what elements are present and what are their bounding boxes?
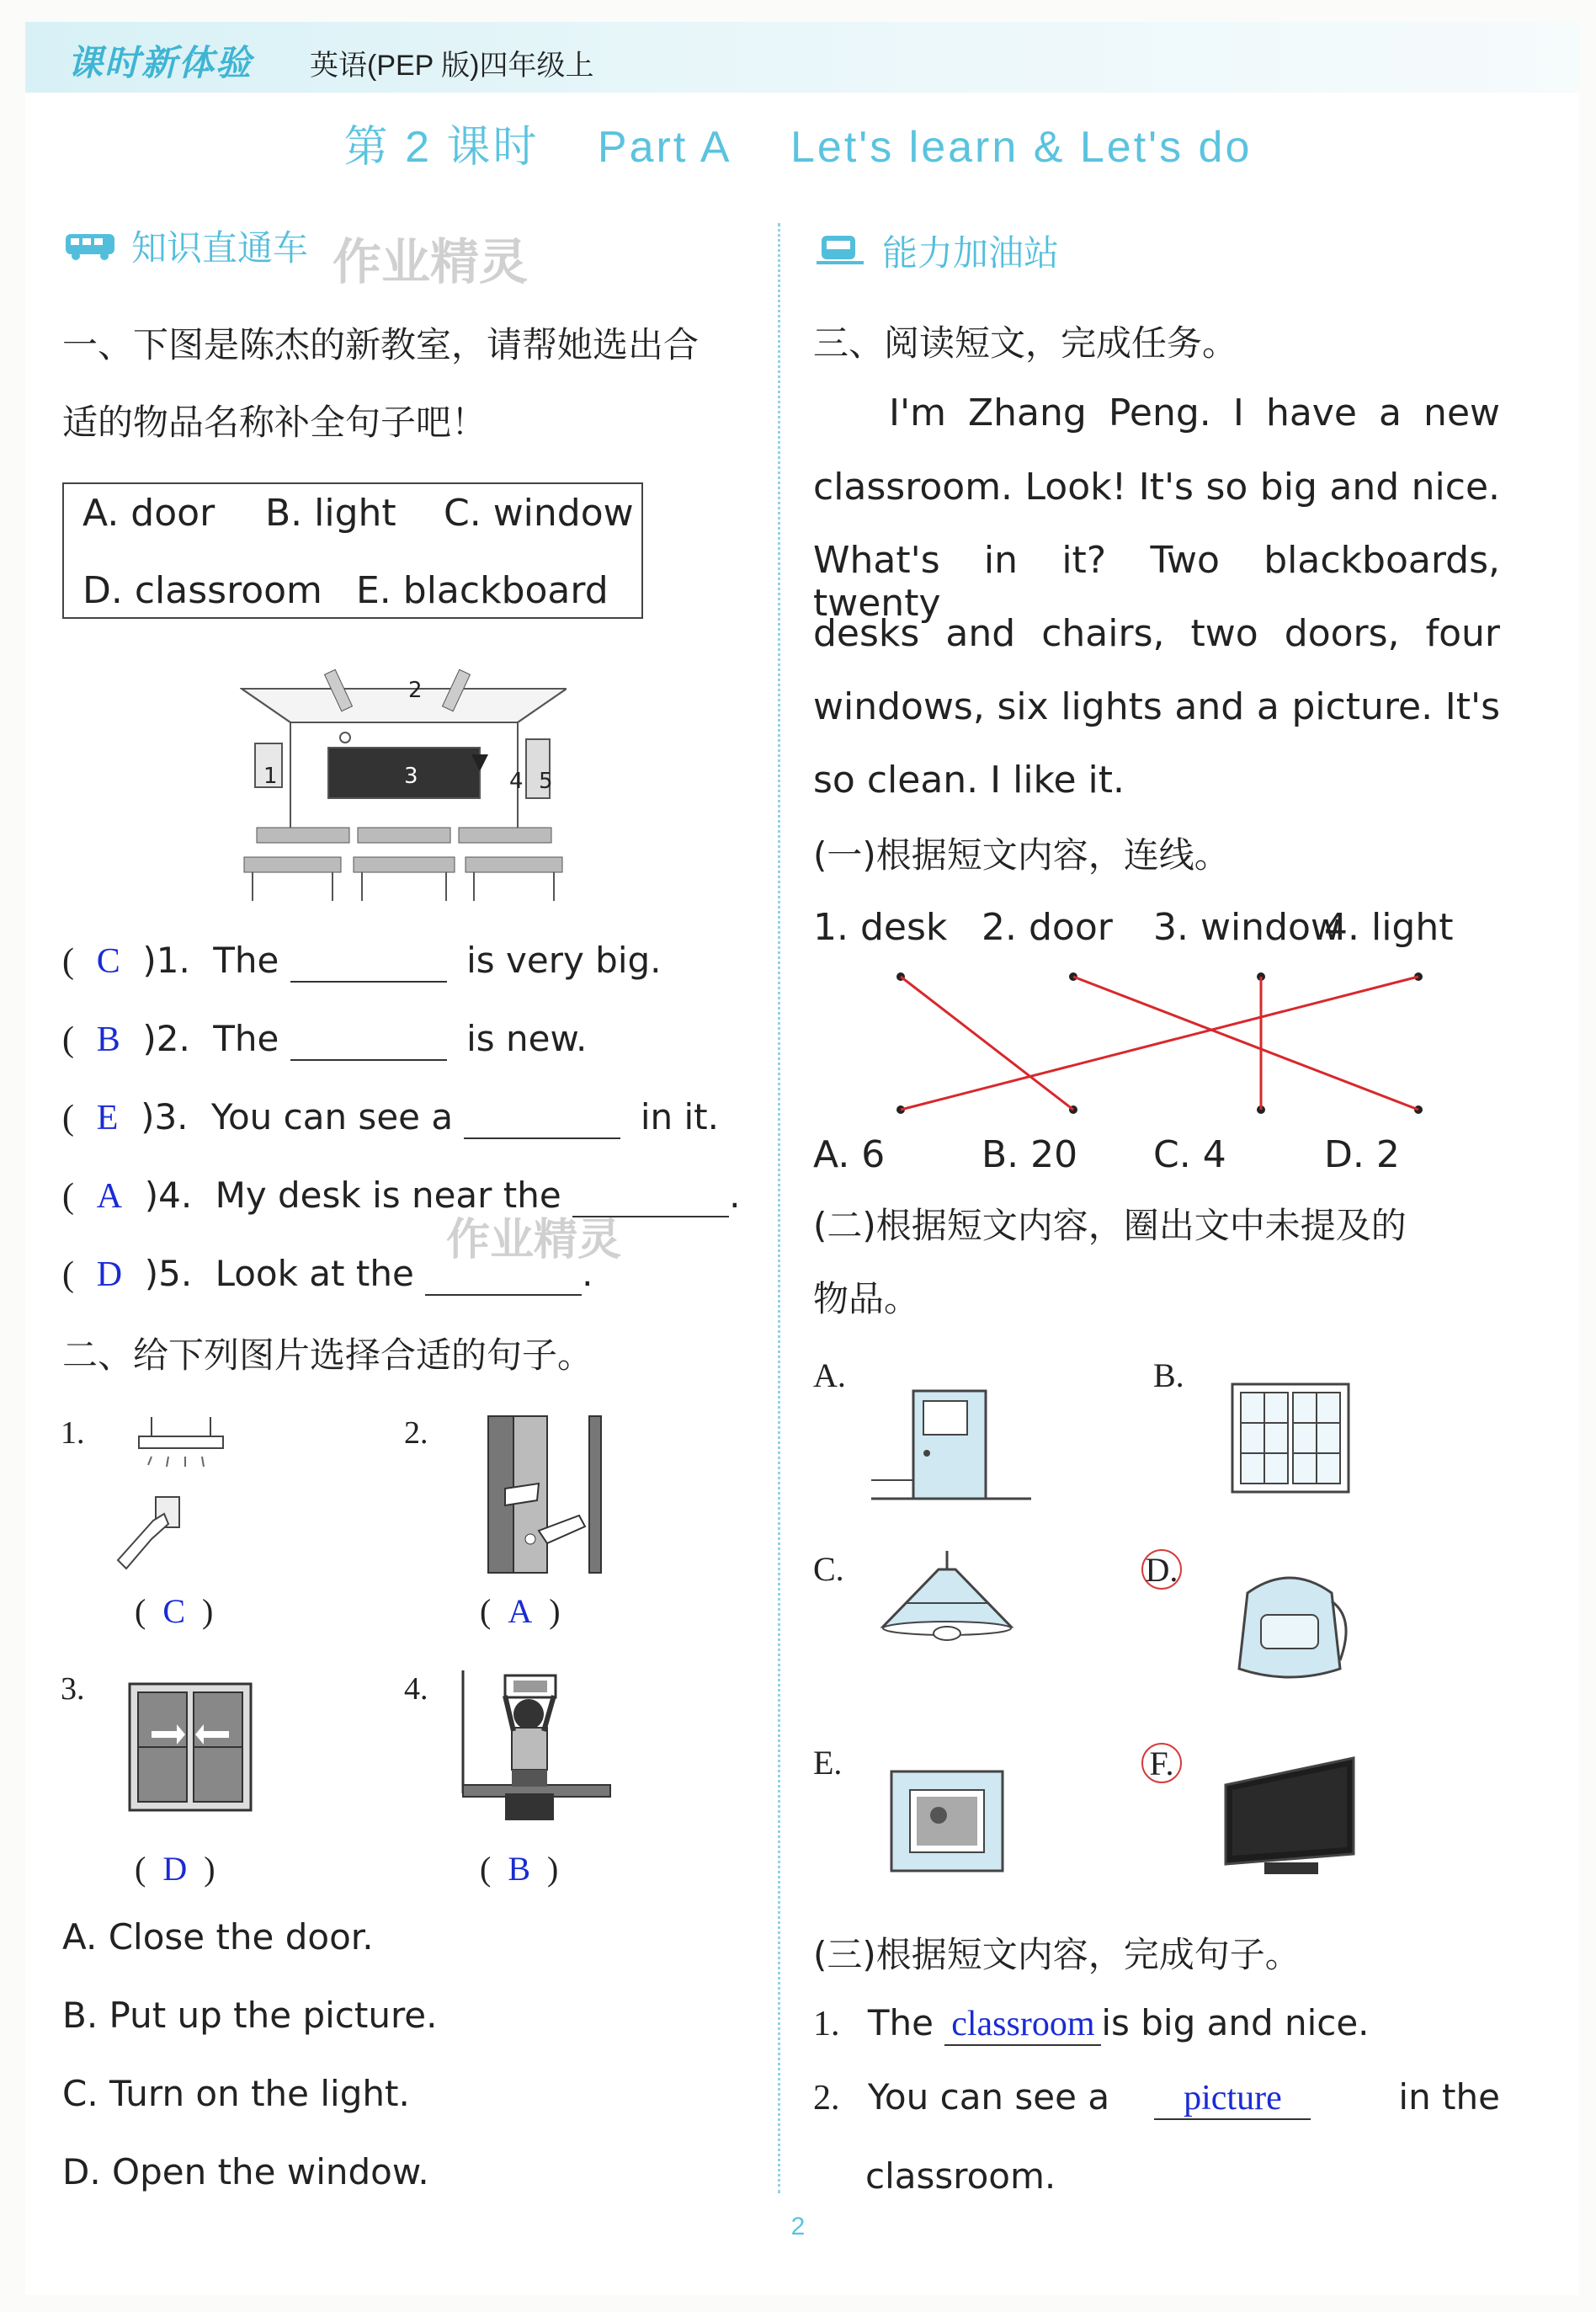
subject-title: 英语(PEP 版)四年级上 <box>310 50 594 82</box>
option-e: E. blackboard <box>356 569 609 612</box>
part3-sentence-2-line2: classroom. <box>865 2155 1056 2197</box>
lesson-part: Part A <box>597 123 732 172</box>
match-bottom-c: C. 4 <box>1153 1133 1226 1176</box>
lesson-number: 第 2 课时 <box>343 123 540 172</box>
q2-answer-1: ( C ) <box>135 1592 214 1630</box>
q2-title: 二、给下列图片选择合适的句子。 <box>62 1334 593 1376</box>
q2-pic-num-4: 4. <box>404 1671 428 1707</box>
match-top-1: 1. desk <box>813 906 948 949</box>
bus-icon <box>62 229 120 263</box>
q2-sentence-d: D. Open the window. <box>62 2151 429 2192</box>
header-bar <box>25 22 1579 93</box>
item-label-a: A. <box>813 1356 846 1394</box>
q2-answer-4: ( B ) <box>480 1850 559 1888</box>
q1-item-4: ( A )4. My desk is near the . <box>62 1175 741 1216</box>
q1-title-line1: 一、下图是陈杰的新教室，请帮她选出合 <box>62 324 700 365</box>
window-item <box>1229 1381 1352 1495</box>
passage-line-2: classroom. Look! It's so big and nice. <box>813 466 1500 509</box>
section-title-left: 知识直通车 <box>131 228 309 268</box>
match-bottom-d: D. 2 <box>1324 1133 1400 1176</box>
door-picture <box>471 1413 606 1574</box>
item-label-e: E. <box>813 1744 843 1782</box>
pic-label-4: 4 <box>509 769 524 794</box>
matching-lines <box>892 968 1431 1120</box>
match-bottom-b: B. 20 <box>982 1133 1078 1176</box>
item-label-b: B. <box>1153 1356 1184 1394</box>
q2-pic-num-1: 1. <box>61 1415 85 1451</box>
blank[interactable] <box>290 1018 447 1061</box>
part3-title: (三)根据短文内容，完成句子。 <box>813 1934 1301 1975</box>
q1-answer-1[interactable]: C <box>96 942 120 981</box>
picture-frame-item <box>888 1768 1006 1874</box>
page-number: 2 <box>790 2213 806 2240</box>
match-bottom-a: A. 6 <box>813 1133 886 1176</box>
train-icon <box>813 234 870 268</box>
column-divider <box>778 223 780 2193</box>
part1-title: (一)根据短文内容，连线。 <box>813 834 1230 876</box>
q1-answer-2[interactable]: B <box>96 1020 120 1059</box>
q1-item-3: ( E )3. You can see a in it. <box>62 1096 719 1137</box>
q1-item-2: ( B )2. The is new. <box>62 1018 588 1059</box>
passage-line-1: I'm Zhang Peng. I have a new <box>889 392 1500 434</box>
lamp-item <box>880 1551 1014 1643</box>
section-heading-right <box>813 226 1059 276</box>
picture-hanging-picture <box>455 1667 614 1825</box>
option-d: D. classroom <box>82 569 322 612</box>
match-top-4: 4. light <box>1324 906 1454 949</box>
q1-item-1: ( C )1. The is very big. <box>62 940 662 981</box>
option-c: C. window <box>444 492 634 535</box>
match-top-2: 2. door <box>982 906 1113 949</box>
pic-label-2: 2 <box>408 678 423 703</box>
tv-item <box>1222 1755 1357 1879</box>
passage-line-3: What's in it? Two blackboards, twenty <box>813 539 1500 625</box>
q2-sentence-b: B. Put up the picture. <box>62 1995 438 2036</box>
q1-answer-3[interactable]: E <box>96 1099 119 1137</box>
blank[interactable] <box>290 940 447 983</box>
schoolbag-item <box>1222 1568 1357 1686</box>
part3-blank-1[interactable]: classroom <box>944 2004 1101 2046</box>
part2-title-line2: 物品。 <box>813 1278 920 1319</box>
circle-mark-d[interactable]: D. <box>1141 1549 1182 1590</box>
passage-line-6: so clean. I like it. <box>813 759 1125 802</box>
passage-line-4: desks and chairs, two doors, four <box>813 612 1500 655</box>
lesson-title <box>0 111 1596 174</box>
q2-answer-2: ( A ) <box>480 1592 561 1630</box>
pic-label-3: 3 <box>404 764 418 789</box>
q3-title: 三、阅读短文，完成任务。 <box>813 322 1238 364</box>
blank[interactable] <box>464 1096 620 1139</box>
lesson-name: Let's learn & Let's do <box>790 123 1253 172</box>
light-switch-picture <box>101 1413 236 1573</box>
part3-blank-2[interactable]: picture <box>1154 2078 1311 2120</box>
match-line-door-2 <box>1073 977 1418 1110</box>
item-label-f <box>1146 1743 1182 1783</box>
q2-answer-3: ( D ) <box>135 1850 215 1888</box>
item-label-c: C. <box>813 1550 844 1588</box>
part3-sentence-2: 2. You can see a picture in the <box>813 2076 1500 2120</box>
pic-label-1: 1 <box>263 764 278 789</box>
q2-sentence-a: A. Close the door. <box>62 1916 374 1958</box>
q2-pic-num-3: 3. <box>61 1671 85 1707</box>
item-label-d <box>1146 1549 1182 1590</box>
q2-pic-num-2: 2. <box>404 1415 428 1451</box>
brand-title: 课时新体验 <box>67 43 253 83</box>
circle-mark-f[interactable]: F. <box>1141 1743 1182 1783</box>
door-item <box>871 1388 1031 1502</box>
blank[interactable] <box>425 1253 582 1296</box>
q1-answer-4[interactable]: A <box>96 1177 123 1216</box>
q1-item-5: ( D )5. Look at the . <box>62 1253 593 1294</box>
part3-sentence-1: 1. The classroom is big and nice. <box>813 2002 1370 2046</box>
match-line-desk-20 <box>901 977 1073 1110</box>
window-picture <box>126 1681 254 1814</box>
match-top-3: 3. window <box>1153 906 1341 949</box>
classroom-illustration <box>240 663 567 904</box>
section-title-right: 能力加油站 <box>882 233 1060 273</box>
option-b: B. light <box>265 492 396 535</box>
section-heading-left <box>62 221 308 271</box>
part2-title-line1: (二)根据短文内容，圈出文中未提及的 <box>813 1205 1407 1246</box>
watermark-mid: 作业精灵 <box>446 1216 622 1265</box>
option-a: A. door <box>82 492 215 535</box>
q1-answer-5[interactable]: D <box>96 1255 123 1294</box>
q2-sentence-c: C. Turn on the light. <box>62 2073 410 2114</box>
match-line-light-6 <box>901 977 1418 1110</box>
watermark-top: 作业精灵 <box>332 235 529 290</box>
q1-title-line2: 适的物品名称补全句子吧！ <box>62 402 487 443</box>
passage-line-5: windows, six lights and a picture. It's <box>813 685 1500 728</box>
pic-label-5: 5 <box>539 769 553 794</box>
